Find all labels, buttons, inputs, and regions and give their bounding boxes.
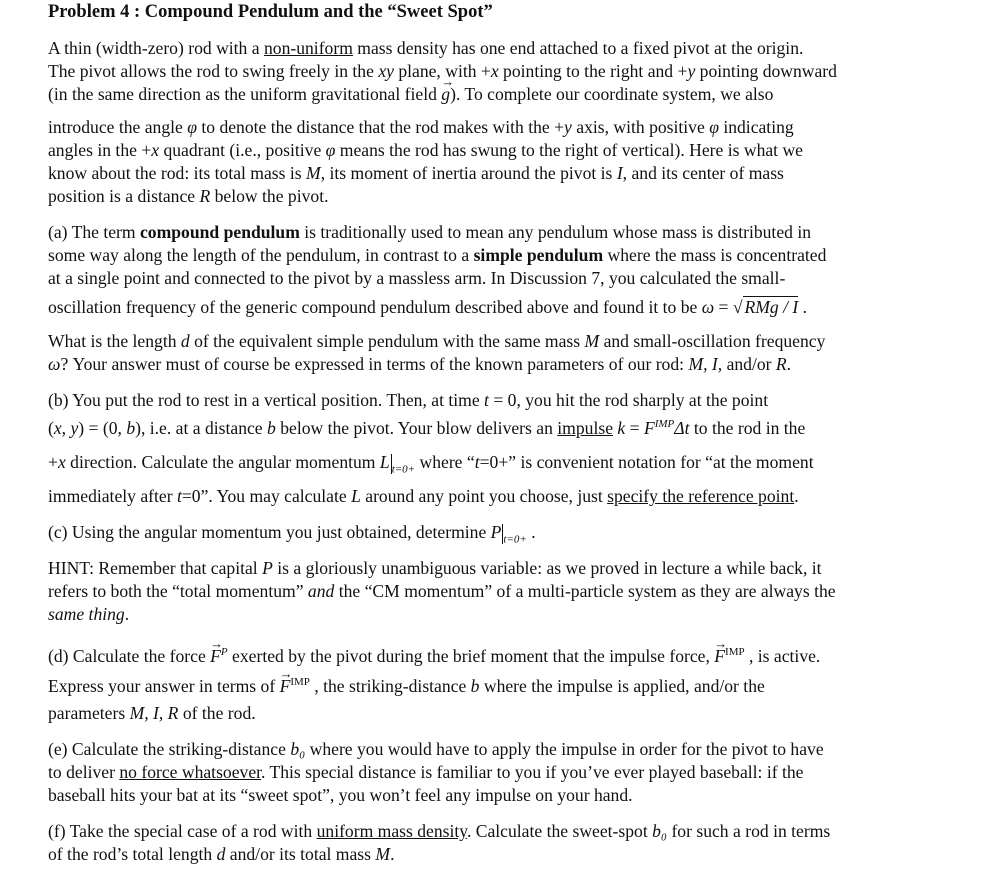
text: The pivot allows the rod to swing freely in the [48, 61, 379, 81]
math-var: L [379, 452, 390, 472]
text: some way along the length of the pendulum, in contrast to a [48, 245, 474, 265]
part-e-line [48, 738, 953, 761]
superscript: P [220, 646, 228, 659]
text: (a) The term [48, 222, 140, 242]
math-var: Δt [674, 418, 690, 438]
part-b-line [48, 417, 953, 440]
intro-line [48, 162, 953, 185]
underlined-text: impulse [557, 418, 614, 438]
math-var: L [351, 486, 361, 506]
text: to denote the distance that the rod makes with the + [196, 117, 565, 137]
hint-line [48, 557, 953, 580]
math-var: b [267, 418, 276, 438]
text: immediately after [48, 486, 177, 506]
underlined-text: non-uniform [263, 38, 353, 58]
part-d-line [48, 702, 953, 725]
text: . This special distance is familiar to you if you’ve ever played baseball: if the [261, 762, 804, 782]
subscript: t=0+ [391, 463, 416, 476]
text: where the mass is concentrated [603, 245, 827, 265]
math-var: y [70, 418, 79, 438]
math-var: M [375, 844, 391, 864]
intro-line [48, 60, 953, 83]
math-var: R [199, 186, 211, 206]
force-vector: → F [714, 645, 725, 668]
math-var: M, I, [688, 354, 723, 374]
text: and/or [722, 354, 776, 374]
text: Express your answer in terms of [48, 676, 280, 696]
text: indicating [718, 117, 794, 137]
text: What is the length [48, 331, 181, 351]
math-var: k [617, 418, 626, 438]
part-e-line [48, 761, 953, 784]
text: below the pivot. [210, 186, 329, 206]
math-var: t [474, 452, 480, 472]
text: ). To complete our coordinate system, we also [450, 84, 774, 104]
math-var: b [126, 418, 136, 438]
text: , and its center of mass [622, 163, 784, 183]
part-d-line [48, 675, 953, 698]
text: and/or its total mass [225, 844, 376, 864]
text: . [390, 844, 395, 864]
math-var: φ [325, 140, 336, 160]
text: where you would have to apply the impulse in order for the pivot to have [305, 739, 824, 759]
math-var: d [216, 844, 226, 864]
hint-line [48, 603, 953, 626]
text: . Calculate the sweet-spot [466, 821, 653, 841]
subscript: t=0+ [503, 533, 527, 546]
math-var: M [306, 163, 321, 183]
text: , its moment of inertia around the pivot is [320, 163, 617, 183]
text: introduce the angle [48, 117, 188, 137]
text: know about the rod: its total mass is [48, 163, 307, 183]
superscript: IMP [725, 646, 745, 659]
math-var: b₀ [290, 739, 306, 759]
text: (b) You put the rod to rest in a vertical position. Then, at time [48, 390, 485, 410]
text: refers to both the “total momentum” [48, 581, 308, 601]
part-a-line [48, 353, 953, 376]
math-var: P [490, 522, 502, 542]
math-var: d [180, 331, 190, 351]
force-vector: → F [280, 675, 291, 698]
text: ) = (0, [78, 418, 127, 438]
part-c-line [48, 521, 953, 544]
text: and small-oscillation frequency [599, 331, 826, 351]
superscript: IMP [654, 418, 675, 431]
text: is traditionally used to mean any pendulum whose mass is distributed in [299, 222, 812, 242]
text: angles in the + [48, 140, 152, 160]
math-var: y [564, 117, 572, 137]
text: where the impulse is applied, and/or the [479, 676, 765, 696]
text: parameters [48, 703, 130, 723]
math-var: ω [701, 297, 715, 317]
text: =0”. You may calculate [181, 486, 352, 506]
part-a-line [48, 267, 953, 290]
text: = [714, 297, 733, 317]
math-var: φ [709, 117, 719, 137]
text: + [48, 452, 58, 472]
text: . [526, 522, 536, 542]
text: HINT: Remember that capital [48, 558, 263, 578]
italic-text: and [307, 581, 335, 601]
part-b-line [48, 451, 953, 474]
text: to deliver [48, 762, 120, 782]
intro-line [48, 139, 953, 162]
math-var: x [53, 418, 62, 438]
text: = 0, you hit the rod sharply at the point [488, 390, 769, 410]
text: ? Your answer must of course be expressed in terms of the known parameters of our rod: [60, 354, 689, 374]
bold-term: compound pendulum [140, 222, 300, 242]
sqrt-expression: RMg / I [744, 297, 799, 317]
math-var: y [687, 61, 696, 81]
math-var: R [775, 354, 787, 374]
math-var: b [470, 676, 480, 696]
math-var: x [490, 61, 499, 81]
math-var: P [262, 558, 273, 578]
text: (f) Take the special case of a rod with [48, 821, 317, 841]
underlined-text: uniform mass density [316, 821, 467, 841]
intro-line [48, 116, 953, 139]
text: (d) Calculate the force [48, 646, 211, 666]
text: = [625, 418, 644, 438]
part-a-line [48, 296, 953, 319]
text: . [798, 297, 808, 317]
text: direction. Calculate the angular momentum [65, 452, 380, 472]
math-var: xy [378, 61, 394, 81]
text: for such a rod in terms [667, 821, 831, 841]
text: axis, with positive [571, 117, 710, 137]
part-f-line [48, 820, 953, 843]
text: to the rod in the [689, 418, 806, 438]
text: of the rod. [178, 703, 256, 723]
hint-line [48, 580, 953, 603]
text: at a single point and connected to the pivot by a massless arm. In Discussion 7, you calculated the small- [48, 268, 786, 288]
text: (in the same direction as the uniform gravitational field [48, 84, 442, 104]
italic-text: same thing [48, 604, 125, 624]
text: , is active. [744, 646, 821, 666]
math-var: M [584, 331, 600, 351]
text: of the equivalent simple pendulum with the same mass [189, 331, 585, 351]
text: is a gloriously unambiguous variable: as we proved in lecture a while back, it [272, 558, 822, 578]
part-b-line [48, 485, 953, 508]
math-var: φ [187, 117, 197, 137]
text: , [61, 418, 71, 438]
text: . [786, 354, 792, 374]
part-d-line [48, 645, 953, 668]
text: exerted by the pivot during the brief moment that the impulse force, [227, 646, 715, 666]
text: pointing to the right and + [498, 61, 688, 81]
part-a-line [48, 330, 953, 353]
part-a-line [48, 221, 953, 244]
bold-term: simple pendulum [473, 245, 604, 265]
intro-line [48, 83, 953, 106]
underlined-text: no force whatsoever [119, 762, 262, 782]
text: of the rod’s total length [48, 844, 217, 864]
superscript: IMP [290, 676, 310, 689]
text: position is a distance [48, 186, 200, 206]
text: (e) Calculate the striking-distance [48, 739, 291, 759]
text: means the rod has swung to the right of vertical). Here is what we [335, 140, 803, 160]
text: below the pivot. Your blow delivers an [275, 418, 558, 438]
math-var: I [616, 163, 623, 183]
math-var: M, I, R [129, 703, 179, 723]
gravity-vector: → g [441, 83, 450, 106]
problem-title: Problem 4 : Compound Pendulum and the “Sweet Spot” [48, 2, 493, 22]
intro-line [48, 37, 953, 60]
text: . [124, 604, 130, 624]
text: ), i.e. at a distance [135, 418, 268, 438]
text: =0+” is convenient notation for “at the moment [479, 452, 814, 472]
math-var: ω [48, 354, 61, 374]
part-f-line [48, 843, 953, 866]
math-var: t [484, 390, 489, 410]
math-var: b₀ [652, 821, 668, 841]
force-vector: → F [210, 645, 221, 668]
text: baseball hits your bat at its “sweet spot”, you won’t feel any impulse on your hand. [48, 785, 633, 805]
text: (c) Using the angular momentum you just obtained, determine [48, 522, 491, 542]
text: plane, with + [393, 61, 491, 81]
text: ( [48, 418, 54, 438]
math-var: x [151, 140, 160, 160]
text: oscillation frequency of the generic compound pendulum described above and found it to be [48, 297, 702, 317]
text: the “CM momentum” of a multi-particle system as they are always the [334, 581, 836, 601]
part-b-line [48, 389, 953, 412]
math-var: F [643, 418, 655, 438]
text: . [794, 486, 799, 506]
text: A thin (width-zero) rod with a [48, 38, 264, 58]
text: where “ [415, 452, 475, 472]
sqrt-symbol: √ [732, 297, 743, 317]
part-e-line [48, 784, 953, 807]
text: quadrant (i.e., positive [159, 140, 326, 160]
text: , the striking-distance [309, 676, 471, 696]
text: pointing downward [695, 61, 837, 81]
intro-line [48, 185, 953, 208]
underlined-text: specify the reference point [607, 486, 795, 506]
text: around any point you choose, just [360, 486, 608, 506]
text: mass density has one end attached to a fixed pivot at the origin. [352, 38, 804, 58]
part-a-line [48, 244, 953, 267]
math-var: t [176, 486, 182, 506]
math-var: x [57, 452, 66, 472]
